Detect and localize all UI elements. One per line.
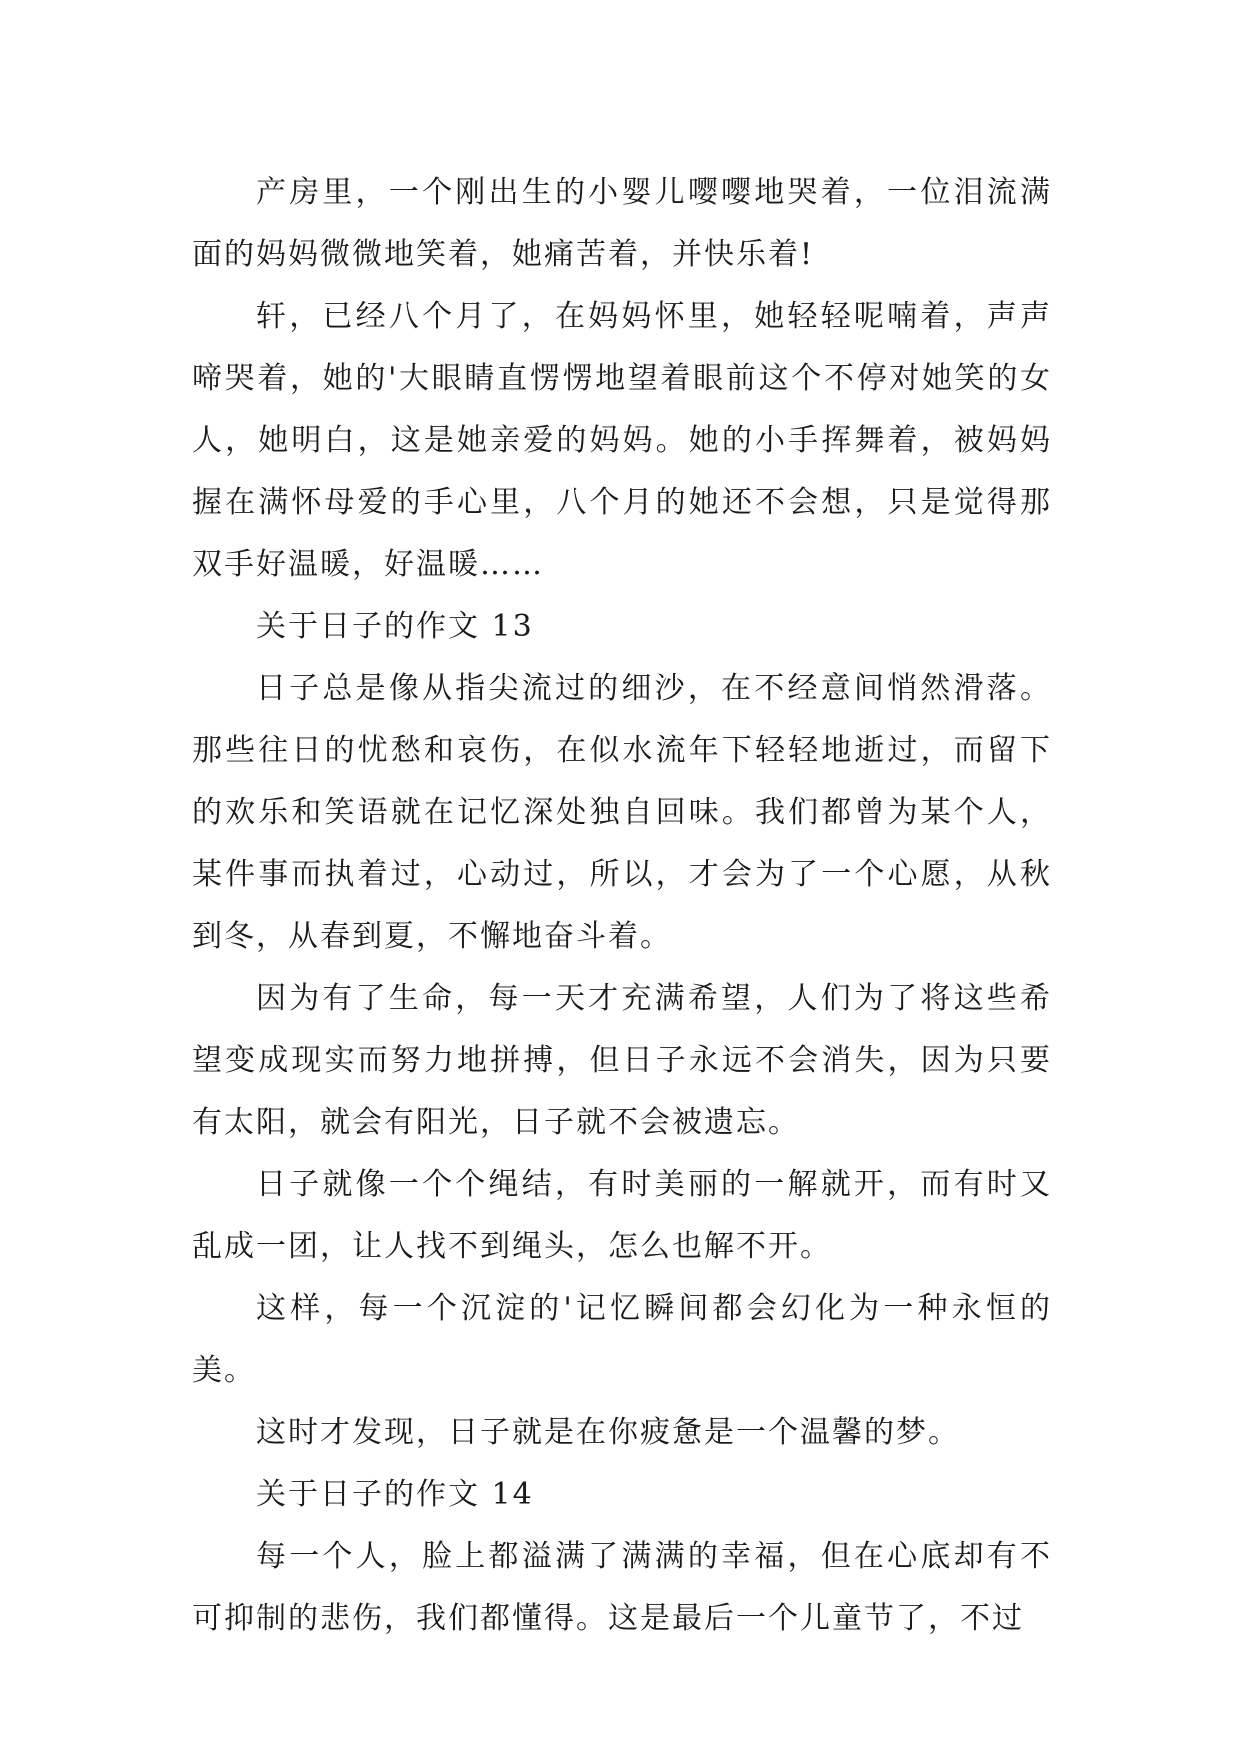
paragraph: 这时才发现，日子就是在你疲惫是一个温馨的梦。 [256,1415,960,1450]
paragraph: 轩，已经八个月了，在妈妈怀里，她轻轻呢喃着，声声啼哭着，她的'大眼睛直愣愣地望着眼前这个不停对她笑的女人，她明白，这是她亲爱的妈妈。她的小手挥舞着，被妈妈握在满怀母爱的手心里，八个月的她还不会想，只是觉得那双手好温暖，好温暖…… [192,299,1052,582]
document-body [192,162,1052,1650]
paragraph: 产房里，一个刚出生的小婴儿嘤嘤地哭着，一位泪流满面的妈妈微微地笑着，她痛苦着，并快乐着! [192,175,1052,272]
paragraph: 这样，每一个沉淀的'记忆瞬间都会幻化为一种永恒的美。 [192,1291,1052,1388]
section-heading: 关于日子的作文 13 [256,609,534,644]
paragraph: 日子总是像从指尖流过的细沙，在不经意间悄然滑落。那些往日的忧愁和哀伤，在似水流年下轻轻地逝过，而留下的欢乐和笑语就在记忆深处独自回味。我们都曾为某个人，某件事而执着过，心动过，所以，才会为了一个心愿，从秋到冬，从春到夏，不懈地奋斗着。 [192,671,1052,954]
paragraph: 日子就像一个个绳结，有时美丽的一解就开，而有时又乱成一团，让人找不到绳头，怎么也解不开。 [192,1167,1052,1264]
paragraph: 因为有了生命，每一天才充满希望，人们为了将这些希望变成现实而努力地拼搏，但日子永远不会消失，因为只要有太阳，就会有阳光，日子就不会被遗忘。 [192,981,1052,1140]
section-heading: 关于日子的作文 14 [256,1477,534,1512]
paragraph: 每一个人，脸上都溢满了满满的幸福，但在心底却有不可抑制的悲伤，我们都懂得。这是最后一个儿童节了，不过 [192,1539,1052,1636]
